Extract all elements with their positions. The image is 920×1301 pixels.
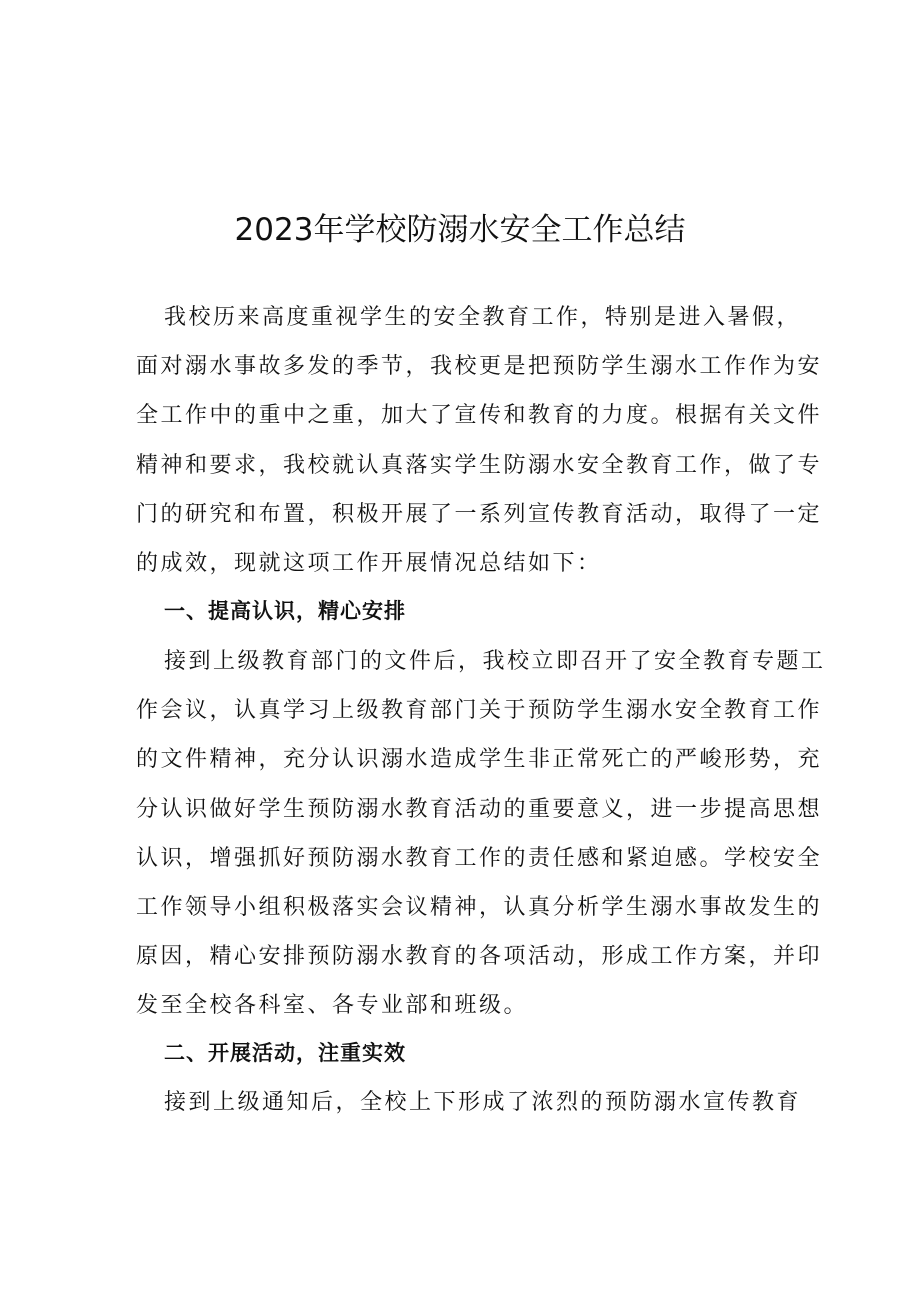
paragraph-line: 分认识做好学生预防溺水教育活动的重要意义，进一步提高思想 xyxy=(136,796,823,822)
paragraph-line: 面对溺水事故多发的季节，我校更是把预防学生溺水工作作为安 xyxy=(136,354,823,380)
section-2-paragraph xyxy=(136,1078,802,1127)
paragraph-line: 精神和要求，我校就认真落实学生防溺水安全教育工作，做了专 xyxy=(136,452,823,478)
paragraph-line: 原因，精心安排预防溺水教育的各项活动，形成工作方案，并印 xyxy=(136,944,823,970)
paragraph-line: 的成效，现就这项工作开展情况总结如下： xyxy=(136,550,602,576)
paragraph-line: 接到上级教育部门的文件后，我校立即召开了安全教育专题工 xyxy=(164,649,826,674)
section-1-paragraph xyxy=(136,637,826,1031)
paragraph-line: 工作领导小组积极落实会议精神，认真分析学生溺水事故发生的 xyxy=(136,894,823,920)
paragraph-line: 门的研究和布置，积极开展了一系列宣传教育活动，取得了一定 xyxy=(136,501,823,527)
section-heading-1: 一、提高认识，精心安排 xyxy=(164,599,406,623)
document-title: 2023年学校防溺水安全工作总结 xyxy=(234,212,686,248)
paragraph-line: 我校历来高度重视学生的安全教育工作，特别是进入暑假， xyxy=(164,305,802,330)
paragraph-line: 的文件精神，充分认识溺水造成学生非正常死亡的严峻形势，充 xyxy=(136,747,823,773)
intro-paragraph xyxy=(136,293,823,588)
section-heading-2: 二、开展活动，注重实效 xyxy=(164,1041,406,1065)
paragraph-line: 接到上级通知后，全校上下形成了浓烈的预防溺水宣传教育 xyxy=(164,1090,802,1115)
paragraph-line: 作会议，认真学习上级教育部门关于预防学生溺水安全教育工作 xyxy=(136,698,823,724)
paragraph-line: 认识，增强抓好预防溺水教育工作的责任感和紧迫感。学校安全 xyxy=(136,845,823,871)
paragraph-line: 发至全校各科室、各专业部和班级。 xyxy=(136,993,529,1019)
paragraph-line: 全工作中的重中之重，加大了宣传和教育的力度。根据有关文件 xyxy=(136,403,823,429)
